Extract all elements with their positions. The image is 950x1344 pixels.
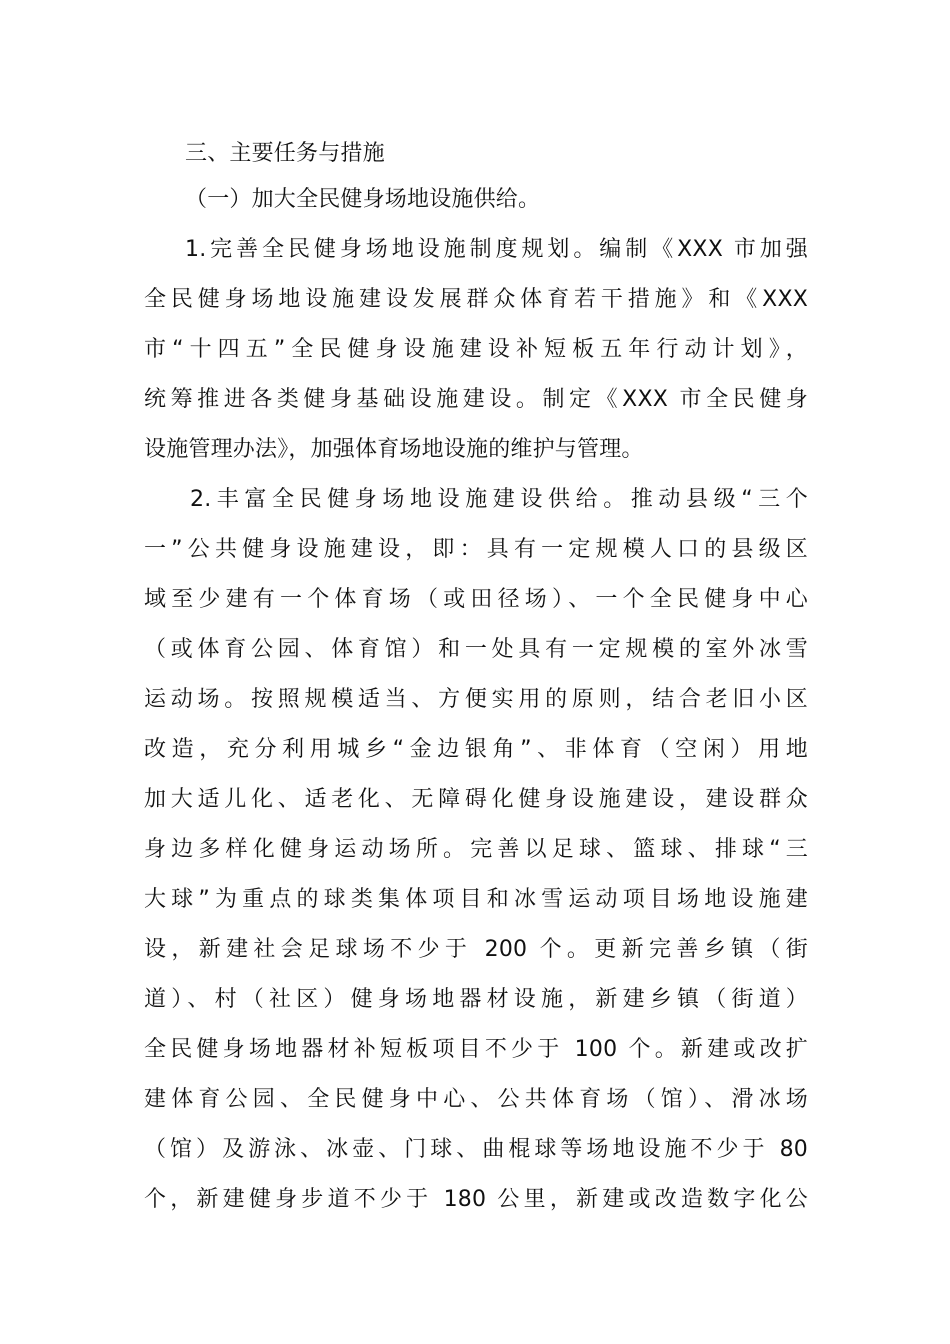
paragraph-2-line: 加大适儿化、适老化、无障碍化健身设施建设，建设群众 — [144, 787, 808, 812]
subsection-heading: （一）加大全民健身场地设施供给。 — [185, 187, 541, 212]
paragraph-2-line: 改造，充分利用城乡“金边银角”、非体育（空闲）用地 — [144, 737, 808, 762]
paragraph-2-line: 2.丰富全民健身场地设施建设供给。推动县级“三个 — [190, 487, 808, 512]
paragraph-1-line: 统筹推进各类健身基础设施建设。制定《XXX 市全民健身 — [144, 387, 808, 412]
paragraph-1-line: 1.完善全民健身场地设施制度规划。编制《XXX 市加强 — [185, 237, 808, 262]
paragraph-2-line: 运动场。按照规模适当、方便实用的原则，结合老旧小区 — [144, 687, 808, 712]
paragraph-2-line: 大球”为重点的球类集体项目和冰雪运动项目场地设施建 — [144, 887, 808, 912]
paragraph-1-line: 设施管理办法》，加强体育场地设施的维护与管理。 — [144, 437, 644, 462]
paragraph-2-line: 建体育公园、全民健身中心、公共体育场（馆）、滑冰场 — [144, 1087, 808, 1112]
paragraph-2-line: （馆）及游泳、冰壶、门球、曲棍球等场地设施不少于 80 — [144, 1137, 808, 1162]
paragraph-2-line: 身边多样化健身运动场所。完善以足球、篮球、排球“三 — [144, 837, 808, 862]
paragraph-1-line: 全民健身场地设施建设发展群众体育若干措施》和《XXX — [144, 287, 808, 312]
paragraph-2-line: 域至少建有一个体育场（或田径场）、一个全民健身中心 — [144, 587, 808, 612]
section-heading: 三、主要任务与措施 — [185, 141, 385, 166]
paragraph-2-line: 设，新建社会足球场不少于 200 个。更新完善乡镇（街 — [144, 937, 808, 962]
paragraph-2-line: 道）、村（社区）健身场地器材设施，新建乡镇（街道） — [144, 987, 808, 1012]
paragraph-2-line: 一”公共健身设施建设，即：具有一定规模人口的县级区 — [144, 537, 808, 562]
paragraph-1-line: 市“十四五”全民健身设施建设补短板五年行动计划》， — [144, 337, 808, 362]
paragraph-2-line: （或体育公园、体育馆）和一处具有一定规模的室外冰雪 — [144, 637, 808, 662]
paragraph-2-line: 全民健身场地器材补短板项目不少于 100 个。新建或改扩 — [144, 1037, 808, 1062]
paragraph-2-line: 个，新建健身步道不少于 180 公里，新建或改造数字化公 — [144, 1187, 808, 1212]
